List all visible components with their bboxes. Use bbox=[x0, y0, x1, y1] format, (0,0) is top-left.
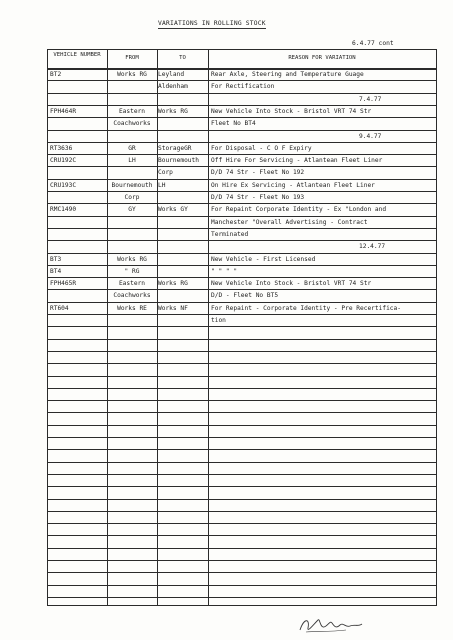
cell-to: StorageGR bbox=[158, 144, 192, 152]
row-divider bbox=[47, 449, 437, 450]
cell-reason: New Vehicle Into Stock - Bristol VRT 74 Str bbox=[211, 107, 372, 115]
cell-reason: For Rectification bbox=[211, 83, 275, 91]
cell-from: Coachworks bbox=[113, 120, 151, 128]
header-to: TO bbox=[179, 55, 186, 61]
cell-to: Works GY bbox=[158, 206, 188, 214]
row-divider bbox=[47, 117, 437, 118]
cell-reason: On Hire Ex Servicing - Atlantean Fleet Liner bbox=[211, 181, 375, 189]
cell-from: GY bbox=[128, 206, 136, 214]
cell-reason: Manchester "Overall Advertising - Contract bbox=[211, 218, 368, 226]
row-divider bbox=[47, 216, 437, 217]
cell-vehicle: RT3636 bbox=[50, 144, 73, 152]
header-from: FROM bbox=[125, 55, 139, 61]
cell-vehicle: BT3 bbox=[50, 255, 62, 263]
row-divider bbox=[47, 179, 437, 180]
cell-from: " RG bbox=[124, 267, 140, 275]
cell-reason: " " " " bbox=[211, 267, 238, 275]
cell-reason: For Repaint - Corporate Identity - Pre Recertifica- bbox=[211, 304, 401, 312]
cell-from: Corp bbox=[124, 194, 140, 201]
cell-reason: New Vehicle - First Licensed bbox=[211, 255, 316, 263]
row-divider bbox=[47, 560, 437, 561]
cell-reason: Off Hire For Servicing - Atlantean Fleet Liner bbox=[211, 157, 383, 165]
cell-from: Bournemouth bbox=[111, 181, 153, 189]
cell-to: Works RG bbox=[158, 280, 188, 288]
cell-reason: tion bbox=[211, 317, 226, 324]
header-reason: REASON FOR VARIATION bbox=[288, 55, 356, 61]
page-title: VARIATIONS IN ROLLING STOCK bbox=[158, 20, 266, 27]
row-divider bbox=[47, 302, 437, 303]
row-divider bbox=[47, 388, 437, 389]
row-divider bbox=[47, 462, 437, 463]
row-divider bbox=[47, 339, 437, 340]
row-divider bbox=[47, 400, 437, 401]
row-divider bbox=[47, 585, 437, 586]
cell-to: Aldenham bbox=[158, 83, 188, 91]
row-divider bbox=[47, 474, 437, 475]
row-divider bbox=[47, 154, 437, 155]
row-divider bbox=[47, 191, 437, 192]
cell-reason: D/D 74 Str - Fleet No 193 bbox=[211, 194, 305, 201]
cell-from: Eastern bbox=[118, 107, 146, 115]
row-divider bbox=[47, 253, 437, 254]
row-divider bbox=[47, 376, 437, 377]
cell-to: LH bbox=[158, 181, 166, 189]
row-divider bbox=[47, 277, 437, 278]
cell-to: Works RG bbox=[158, 107, 188, 115]
row-divider bbox=[47, 548, 437, 549]
row-divider bbox=[47, 105, 437, 106]
cell-from: Coachworks bbox=[113, 292, 151, 300]
row-divider bbox=[47, 412, 437, 413]
row-divider bbox=[47, 166, 437, 167]
header-vehicle-number: VEHICLE NUMBER bbox=[53, 52, 101, 58]
row-divider bbox=[47, 351, 437, 352]
row-divider bbox=[47, 130, 437, 131]
row-divider bbox=[47, 597, 437, 598]
row-divider bbox=[47, 572, 437, 573]
row-divider bbox=[47, 93, 437, 94]
date-stamp: 9.4.77 bbox=[359, 132, 382, 140]
cell-reason: For Repaint Corporate Identity - Ex "London and bbox=[211, 206, 387, 214]
cell-reason: New Vehicle Into Stock - Bristol VRT 74 Str bbox=[211, 280, 372, 288]
cell-vehicle: BT2 bbox=[50, 71, 62, 78]
cell-to: Works NF bbox=[158, 304, 188, 312]
cell-to: Corp bbox=[158, 169, 173, 177]
row-divider bbox=[47, 523, 437, 524]
row-divider bbox=[47, 499, 437, 500]
row-divider bbox=[47, 265, 437, 266]
row-divider bbox=[47, 314, 437, 315]
row-divider bbox=[47, 425, 437, 426]
cell-vehicle: CRU193C bbox=[50, 181, 77, 189]
cell-reason: D/D - Fleet No BT5 bbox=[211, 292, 279, 300]
header-divider bbox=[47, 68, 437, 70]
row-divider bbox=[47, 142, 437, 143]
row-divider bbox=[47, 511, 437, 512]
row-divider bbox=[47, 240, 437, 241]
row-divider bbox=[47, 486, 437, 487]
cell-reason: For Disposal - C O F Expiry bbox=[211, 144, 312, 152]
row-divider bbox=[47, 437, 437, 438]
row-divider bbox=[47, 80, 437, 81]
row-divider bbox=[47, 228, 437, 229]
cell-to: Leyland bbox=[158, 71, 185, 78]
cell-from: Works RE bbox=[117, 304, 147, 312]
table-border-top bbox=[47, 49, 437, 50]
row-divider bbox=[47, 363, 437, 364]
cell-vehicle: RT604 bbox=[50, 304, 69, 312]
cell-from: GR bbox=[128, 144, 136, 152]
table-border-bottom bbox=[47, 605, 437, 606]
signature-mark bbox=[296, 614, 366, 636]
cell-vehicle: RMC1490 bbox=[50, 206, 77, 214]
cell-vehicle: CRU192C bbox=[50, 157, 77, 165]
row-divider bbox=[47, 535, 437, 536]
cell-vehicle: FPH465R bbox=[50, 280, 77, 288]
cell-from: LH bbox=[128, 157, 136, 165]
date-stamp: 12.4.77 bbox=[359, 243, 386, 251]
cell-from: Works RG bbox=[117, 255, 147, 263]
date-stamp: 7.4.77 bbox=[359, 95, 382, 103]
cell-reason: Fleet No BT4 bbox=[211, 120, 256, 128]
cell-from: Works RG bbox=[117, 71, 147, 78]
row-divider bbox=[47, 326, 437, 327]
cell-reason: Rear Axle, Steering and Temperature Guage bbox=[211, 71, 364, 78]
cell-vehicle: FPH464R bbox=[50, 107, 77, 115]
cell-reason: Terminated bbox=[211, 230, 249, 238]
cell-to: Bournemouth bbox=[158, 157, 199, 165]
cell-from: Eastern bbox=[118, 280, 146, 288]
continuation-date: 6.4.77 cont bbox=[352, 40, 394, 47]
cell-vehicle: BT4 bbox=[50, 267, 62, 275]
cell-reason: D/D 74 Str - Fleet No 192 bbox=[211, 169, 305, 177]
row-divider bbox=[47, 203, 437, 204]
row-divider bbox=[47, 289, 437, 290]
rolling-stock-table bbox=[47, 49, 437, 606]
